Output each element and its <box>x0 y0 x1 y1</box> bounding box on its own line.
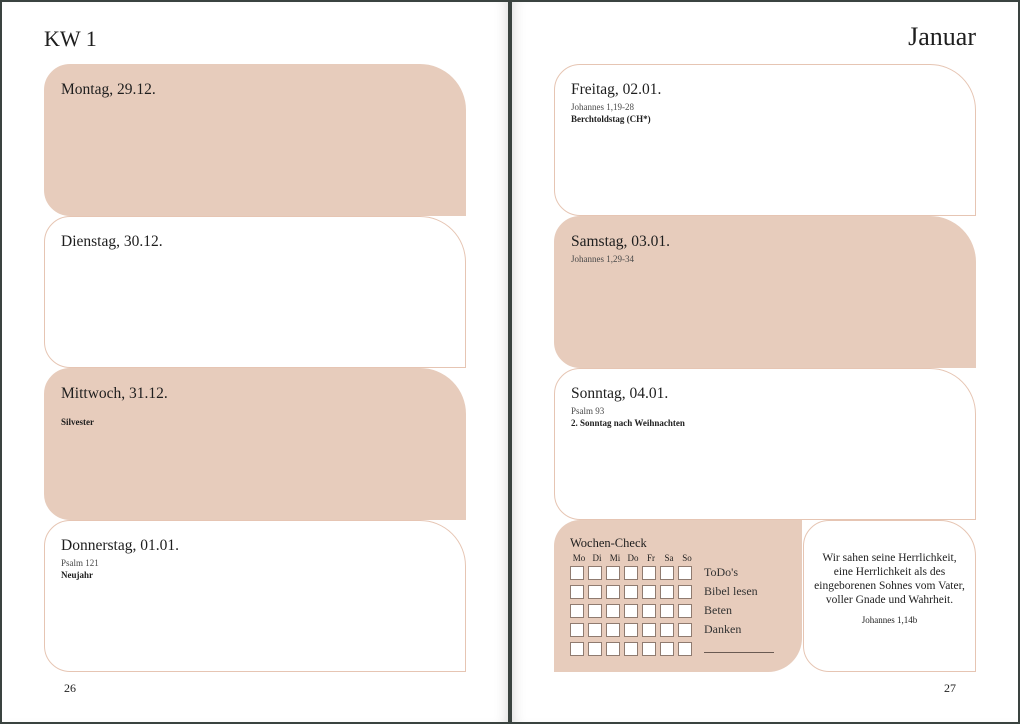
checkbox[interactable] <box>678 566 692 580</box>
day-title: Samstag, 03.01. <box>571 233 671 250</box>
right-page <box>512 2 1018 722</box>
check-row-bible <box>570 582 786 601</box>
checkbox[interactable] <box>588 623 602 637</box>
day-title: Donnerstag, 01.01. <box>61 537 179 554</box>
page-number: 26 <box>64 681 76 695</box>
day-bible-ref: Psalm 121 <box>61 558 99 568</box>
checkbox[interactable] <box>570 566 584 580</box>
checkbox[interactable] <box>678 585 692 599</box>
left-page <box>2 2 508 722</box>
checkbox[interactable] <box>588 566 602 580</box>
checkbox[interactable] <box>606 566 620 580</box>
checkbox[interactable] <box>606 642 620 656</box>
day-note: Berchtoldstag (CH*) <box>571 114 651 124</box>
checkbox[interactable] <box>588 585 602 599</box>
checkbox[interactable] <box>642 623 656 637</box>
check-row-pray <box>570 601 786 620</box>
checkbox[interactable] <box>642 604 656 618</box>
checkbox[interactable] <box>678 604 692 618</box>
weekday-label: So <box>682 553 692 563</box>
day-title: Montag, 29.12. <box>61 81 156 98</box>
bible-quote-box <box>803 520 976 672</box>
checkbox[interactable] <box>678 623 692 637</box>
checkbox[interactable] <box>624 642 638 656</box>
checkbox[interactable] <box>606 604 620 618</box>
checkbox[interactable] <box>642 566 656 580</box>
checkbox[interactable] <box>624 604 638 618</box>
day-box-friday[interactable] <box>554 64 976 216</box>
checkbox[interactable] <box>642 642 656 656</box>
checkbox[interactable] <box>660 604 674 618</box>
checkbox[interactable] <box>606 585 620 599</box>
day-box-wednesday[interactable] <box>44 368 466 520</box>
day-title: Dienstag, 30.12. <box>61 233 163 250</box>
weekday-label: Mi <box>609 553 621 563</box>
week-check-box <box>554 520 802 672</box>
day-note: Neujahr <box>61 570 93 580</box>
day-title: Sonntag, 04.01. <box>571 385 669 402</box>
task-write-line[interactable] <box>704 652 774 653</box>
checkbox[interactable] <box>570 642 584 656</box>
task-label: Danken <box>704 622 742 636</box>
page-number: 27 <box>944 681 956 695</box>
checkbox[interactable] <box>588 642 602 656</box>
check-row-custom <box>570 639 786 658</box>
checkbox[interactable] <box>624 585 638 599</box>
checkbox[interactable] <box>606 623 620 637</box>
checkbox[interactable] <box>624 623 638 637</box>
day-title: Freitag, 02.01. <box>571 81 662 98</box>
week-label: KW 1 <box>44 26 97 51</box>
weekday-header-row <box>570 553 786 563</box>
day-box-tuesday[interactable] <box>44 216 466 368</box>
week-check-title: Wochen-Check <box>570 536 647 550</box>
day-bible-ref: Johannes 1,29-34 <box>571 254 634 264</box>
day-note: 2. Sonntag nach Weihnachten <box>571 418 685 428</box>
checkbox[interactable] <box>570 623 584 637</box>
checkbox[interactable] <box>660 642 674 656</box>
check-row-todos <box>570 563 786 582</box>
checkbox[interactable] <box>570 604 584 618</box>
task-label: Beten <box>704 603 732 617</box>
day-bible-ref: Psalm 93 <box>571 406 605 416</box>
checkbox[interactable] <box>588 604 602 618</box>
day-box-monday[interactable] <box>44 64 466 216</box>
day-box-thursday[interactable] <box>44 520 466 672</box>
weekday-label: Mo <box>572 553 586 563</box>
quote-ref: Johannes 1,14b <box>861 615 918 625</box>
checkbox[interactable] <box>624 566 638 580</box>
day-bible-ref: Johannes 1,19-28 <box>571 102 634 112</box>
checkbox[interactable] <box>660 585 674 599</box>
day-note: Silvester <box>61 417 94 427</box>
weekday-label: Sa <box>664 553 674 563</box>
task-label: Bibel lesen <box>704 584 758 598</box>
month-label: Januar <box>908 22 976 51</box>
day-title: Mittwoch, 31.12. <box>61 385 168 402</box>
weekday-label: Do <box>627 553 639 563</box>
checkbox[interactable] <box>660 566 674 580</box>
weekday-label: Di <box>592 553 602 563</box>
checkbox[interactable] <box>570 585 584 599</box>
check-row-thanks <box>570 620 786 639</box>
checkbox[interactable] <box>660 623 674 637</box>
checkbox[interactable] <box>642 585 656 599</box>
weekday-label: Fr <box>646 553 655 563</box>
checkbox[interactable] <box>678 642 692 656</box>
day-box-saturday[interactable] <box>554 216 976 368</box>
day-box-sunday[interactable] <box>554 368 976 520</box>
quote-text: Wir sahen seine Herrlichkeit, eine Herrlichkeit als des eingeborenen Sohnes vom Vater, voller Gnade und Wahrheit. <box>814 552 965 606</box>
task-label: ToDo's <box>704 565 738 579</box>
